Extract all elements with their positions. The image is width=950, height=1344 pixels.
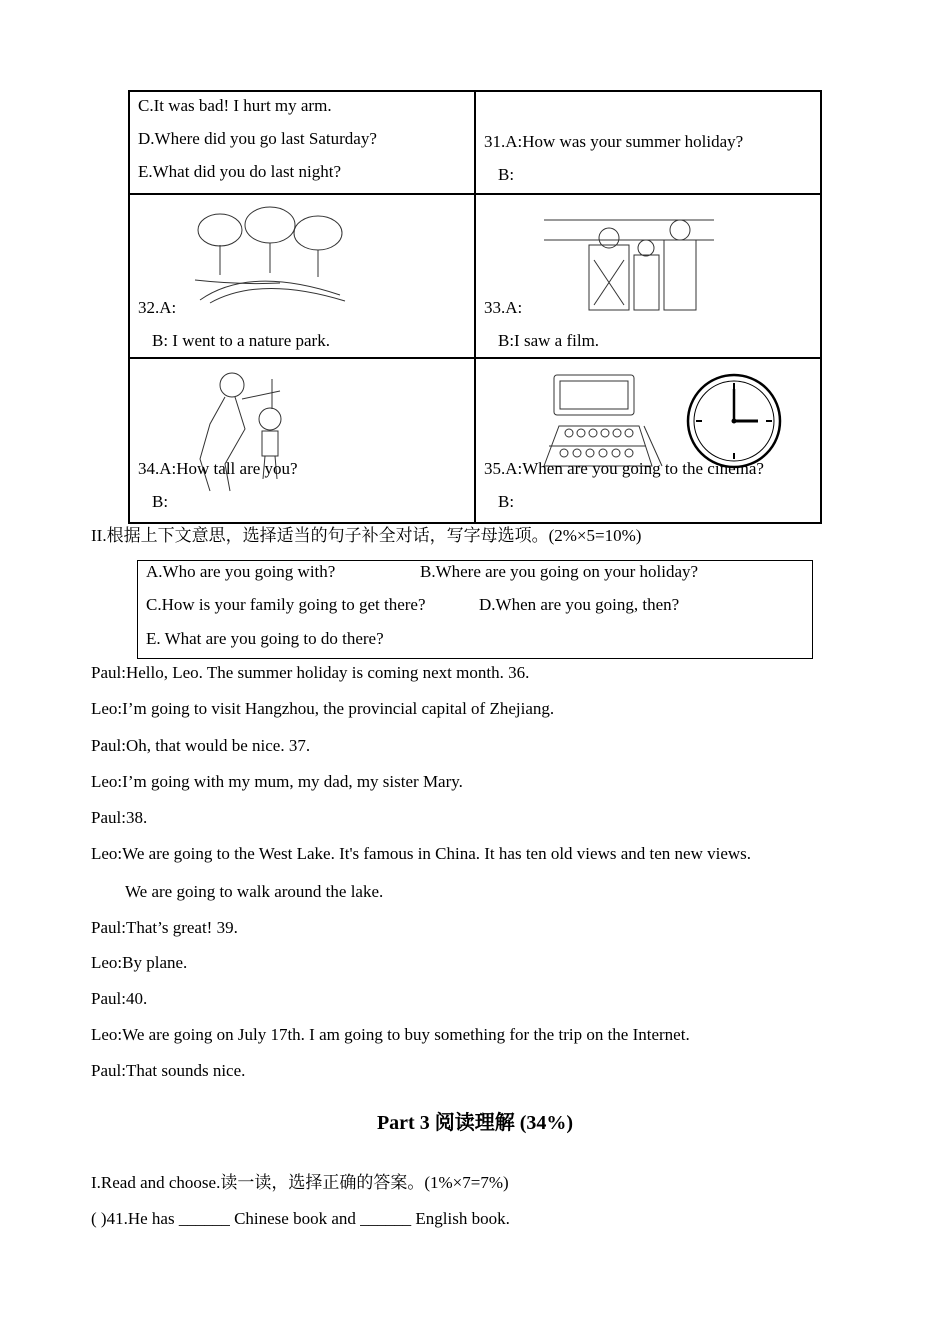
q31-question: 31.A:How was your summer holiday? xyxy=(484,132,744,151)
q33-question: 33.A: xyxy=(484,298,523,317)
option-c: C.It was bad! I hurt my arm. xyxy=(138,96,332,115)
option-e: E.What did you do last night? xyxy=(138,162,342,181)
q35-cell xyxy=(475,358,821,523)
q33-answer: B:I saw a film. xyxy=(498,331,600,350)
dialogue-line: Paul:That sounds nice. xyxy=(91,1061,246,1080)
q31-answer: B: xyxy=(498,165,515,184)
q34-question: 34.A:How tall are you? xyxy=(138,459,298,478)
q41-blank-1[interactable]: ______ xyxy=(178,1209,230,1228)
option-d: D.When are you going, then? xyxy=(479,595,680,614)
q33-cell xyxy=(475,194,821,358)
q41-start: 41.He has xyxy=(106,1209,175,1228)
option-a: A.Who are you going with? xyxy=(146,562,336,581)
answer-paren[interactable]: ( ) xyxy=(91,1209,107,1228)
q34-answer: B: xyxy=(152,492,169,511)
q32-answer: B: I went to a nature park. xyxy=(152,331,330,350)
nature-park-illustration xyxy=(190,205,350,305)
dialogue-line: Leo:By plane. xyxy=(91,953,188,972)
option-b: B.Where are you going on your holiday? xyxy=(420,562,699,581)
section2-heading: II.根据上下文意思，选择适当的句子补全对话，写字母选项。(2%×5=10%) xyxy=(91,526,642,545)
q32-cell xyxy=(129,194,475,358)
dialogue-line: Paul:40. xyxy=(91,989,148,1008)
q41-end: English book. xyxy=(415,1209,510,1228)
clock-icon xyxy=(686,373,782,469)
picture-dialogue-table xyxy=(128,90,822,524)
dialogue-line: Leo:We are going on July 17th. I am going to buy something for the trip on the Internet. xyxy=(91,1025,690,1044)
q35-question: 35.A:When are you going to the cinema? xyxy=(484,459,764,478)
q35-answer: B: xyxy=(498,492,515,511)
part3-instruction: I.Read and choose.读一读，选择正确的答案。(1%×7=7%) xyxy=(91,1173,509,1192)
q31-cell xyxy=(475,91,821,194)
cinema-audience-illustration xyxy=(544,210,714,312)
dialogue-line: Leo:We are going to the West Lake. It's famous in China. It has ten old views and ten new views. xyxy=(91,844,752,863)
options-cell xyxy=(129,91,475,194)
dialogue-line: Leo:I’m going to visit Hangzhou, the provincial capital of Zhejiang. xyxy=(91,699,555,718)
option-e: E. What are you going to do there? xyxy=(146,629,384,648)
q41-blank-2[interactable]: ______ xyxy=(360,1209,412,1228)
dialogue-line: Paul:38. xyxy=(91,808,148,827)
option-d: D.Where did you go last Saturday? xyxy=(138,129,377,148)
options-box xyxy=(137,560,813,659)
option-c: C.How is your family going to get there? xyxy=(146,595,426,614)
question-41 xyxy=(91,1209,510,1229)
dialogue-line: We are going to walk around the lake. xyxy=(125,882,384,901)
q41-middle: Chinese book and xyxy=(234,1209,356,1228)
dialogue-line: Leo:I’m going with my mum, my dad, my sister Mary. xyxy=(91,772,463,791)
dialogue-line: Paul:That’s great! 39. xyxy=(91,918,238,937)
q32-question: 32.A: xyxy=(138,298,177,317)
cinema-screen-illustration xyxy=(534,371,664,471)
part3-title: Part 3 阅读理解 (34%) xyxy=(376,1112,574,1134)
dialogue-line: Paul:Oh, that would be nice. 37. xyxy=(91,736,311,755)
q34-cell xyxy=(129,358,475,523)
dialogue-line: Paul:Hello, Leo. The summer holiday is coming next month. 36. xyxy=(91,663,530,682)
